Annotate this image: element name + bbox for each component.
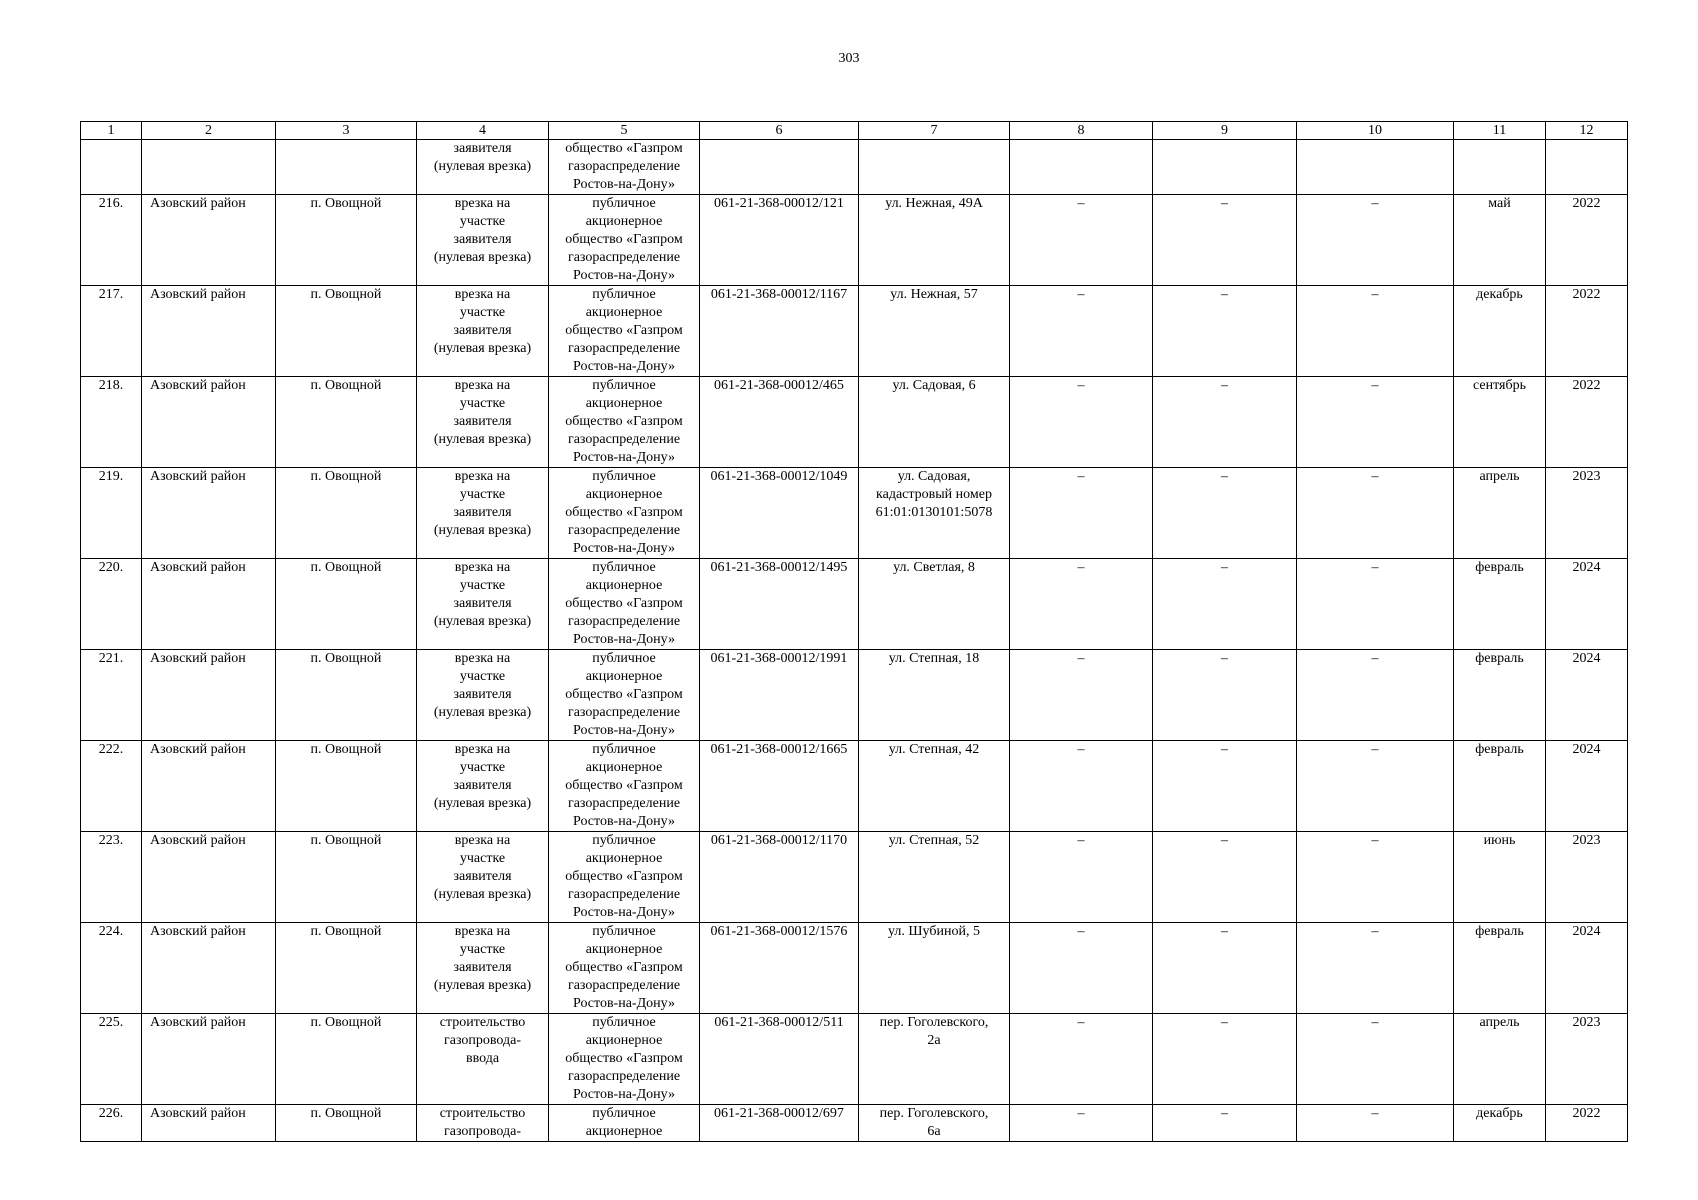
cell-organization: публичное акционерное общество «Газпром газораспределение Ростов-на-Дону»: [549, 1014, 700, 1105]
cell-col-10: –: [1297, 286, 1454, 377]
cell-registration-number: 061-21-368-00012/1170: [700, 832, 859, 923]
column-header: 6: [700, 122, 859, 140]
cell-district: Азовский район: [142, 468, 276, 559]
cell-work-type: врезка на участке заявителя (нулевая врезка): [417, 286, 549, 377]
cell-month: февраль: [1454, 741, 1546, 832]
cell-year: 2022: [1546, 286, 1628, 377]
cell-row-number: 224.: [81, 923, 142, 1014]
cell-registration-number: 061-21-368-00012/1495: [700, 559, 859, 650]
column-number-header-row: [81, 122, 1628, 140]
column-header: 4: [417, 122, 549, 140]
cell-row-number: 216.: [81, 195, 142, 286]
cell-col-9: –: [1153, 468, 1297, 559]
cell-locality: п. Овощной: [276, 650, 417, 741]
cell-organization: публичное акционерное общество «Газпром газораспределение Ростов-на-Дону»: [549, 650, 700, 741]
cell-locality: п. Овощной: [276, 286, 417, 377]
cell-address: пер. Гоголевского, 2а: [859, 1014, 1010, 1105]
table-row: [81, 1105, 1628, 1142]
cell-col-9: –: [1153, 1105, 1297, 1142]
cell-year: 2023: [1546, 832, 1628, 923]
cell-month: февраль: [1454, 559, 1546, 650]
cell-row-number: 219.: [81, 468, 142, 559]
cell-work-type: врезка на участке заявителя (нулевая врезка): [417, 195, 549, 286]
cell-year: 2022: [1546, 195, 1628, 286]
cell-address: [859, 140, 1010, 195]
cell-organization: публичное акционерное общество «Газпром газораспределение Ростов-на-Дону»: [549, 286, 700, 377]
table-row: [81, 741, 1628, 832]
cell-row-number: [81, 140, 142, 195]
column-header: 12: [1546, 122, 1628, 140]
cell-col-9: –: [1153, 377, 1297, 468]
cell-row-number: 225.: [81, 1014, 142, 1105]
cell-address: ул. Садовая, кадастровый номер 61:01:0130101:5078: [859, 468, 1010, 559]
column-header: 11: [1454, 122, 1546, 140]
cell-locality: п. Овощной: [276, 468, 417, 559]
cell-col-9: –: [1153, 741, 1297, 832]
cell-col-8: –: [1010, 1105, 1153, 1142]
cell-col-10: –: [1297, 468, 1454, 559]
cell-col-10: –: [1297, 1105, 1454, 1142]
cell-registration-number: 061-21-368-00012/1167: [700, 286, 859, 377]
cell-col-8: [1010, 140, 1153, 195]
cell-col-9: –: [1153, 923, 1297, 1014]
cell-col-10: –: [1297, 377, 1454, 468]
cell-work-type: строительство газопровода- ввода: [417, 1014, 549, 1105]
cell-col-8: –: [1010, 468, 1153, 559]
cell-organization: публичное акционерное: [549, 1105, 700, 1142]
table-row: [81, 377, 1628, 468]
cell-col-9: –: [1153, 559, 1297, 650]
cell-registration-number: 061-21-368-00012/1049: [700, 468, 859, 559]
cell-col-10: –: [1297, 832, 1454, 923]
continuation-row: [81, 140, 1628, 195]
cell-registration-number: 061-21-368-00012/1576: [700, 923, 859, 1014]
cell-col-8: –: [1010, 559, 1153, 650]
cell-row-number: 220.: [81, 559, 142, 650]
cell-district: Азовский район: [142, 377, 276, 468]
cell-col-10: –: [1297, 1014, 1454, 1105]
cell-col-10: –: [1297, 559, 1454, 650]
table-row: [81, 832, 1628, 923]
cell-registration-number: 061-21-368-00012/1665: [700, 741, 859, 832]
cell-year: 2024: [1546, 741, 1628, 832]
cell-month: июнь: [1454, 832, 1546, 923]
table-row: [81, 559, 1628, 650]
cell-month: [1454, 140, 1546, 195]
cell-locality: п. Овощной: [276, 559, 417, 650]
cell-address: пер. Гоголевского, 6а: [859, 1105, 1010, 1142]
cell-work-type: врезка на участке заявителя (нулевая врезка): [417, 923, 549, 1014]
cell-district: Азовский район: [142, 559, 276, 650]
cell-work-type: врезка на участке заявителя (нулевая врезка): [417, 559, 549, 650]
cell-district: Азовский район: [142, 923, 276, 1014]
cell-month: апрель: [1454, 468, 1546, 559]
cell-month: февраль: [1454, 923, 1546, 1014]
cell-locality: п. Овощной: [276, 195, 417, 286]
column-header: 8: [1010, 122, 1153, 140]
cell-address: ул. Шубиной, 5: [859, 923, 1010, 1014]
registry-table-body: [81, 140, 1628, 1142]
cell-year: 2023: [1546, 468, 1628, 559]
column-header: 1: [81, 122, 142, 140]
cell-organization: публичное акционерное общество «Газпром газораспределение Ростов-на-Дону»: [549, 377, 700, 468]
page-number: 303: [838, 51, 860, 66]
cell-col-8: –: [1010, 195, 1153, 286]
cell-district: Азовский район: [142, 832, 276, 923]
cell-col-10: –: [1297, 741, 1454, 832]
cell-year: 2024: [1546, 559, 1628, 650]
cell-district: Азовский район: [142, 1105, 276, 1142]
cell-work-type: строительство газопровода-: [417, 1105, 549, 1142]
cell-year: 2022: [1546, 1105, 1628, 1142]
cell-organization: публичное акционерное общество «Газпром газораспределение Ростов-на-Дону»: [549, 195, 700, 286]
cell-locality: п. Овощной: [276, 741, 417, 832]
cell-locality: п. Овощной: [276, 1105, 417, 1142]
cell-locality: [276, 140, 417, 195]
cell-month: февраль: [1454, 650, 1546, 741]
cell-row-number: 222.: [81, 741, 142, 832]
cell-col-10: –: [1297, 923, 1454, 1014]
cell-col-10: –: [1297, 195, 1454, 286]
cell-month: декабрь: [1454, 1105, 1546, 1142]
table-row: [81, 468, 1628, 559]
table-row: [81, 195, 1628, 286]
cell-registration-number: 061-21-368-00012/511: [700, 1014, 859, 1105]
cell-month: май: [1454, 195, 1546, 286]
cell-work-type: врезка на участке заявителя (нулевая врезка): [417, 832, 549, 923]
cell-col-8: –: [1010, 741, 1153, 832]
cell-row-number: 226.: [81, 1105, 142, 1142]
cell-col-8: –: [1010, 377, 1153, 468]
cell-col-8: –: [1010, 286, 1153, 377]
cell-registration-number: 061-21-368-00012/121: [700, 195, 859, 286]
cell-registration-number: 061-21-368-00012/1991: [700, 650, 859, 741]
cell-col-8: –: [1010, 923, 1153, 1014]
cell-organization: публичное акционерное общество «Газпром газораспределение Ростов-на-Дону»: [549, 559, 700, 650]
registry-table: [80, 121, 1628, 1142]
cell-address: ул. Степная, 52: [859, 832, 1010, 923]
cell-district: Азовский район: [142, 286, 276, 377]
column-header: 9: [1153, 122, 1297, 140]
cell-registration-number: [700, 140, 859, 195]
cell-locality: п. Овощной: [276, 832, 417, 923]
cell-registration-number: 061-21-368-00012/697: [700, 1105, 859, 1142]
cell-month: декабрь: [1454, 286, 1546, 377]
cell-year: 2024: [1546, 650, 1628, 741]
cell-col-8: –: [1010, 832, 1153, 923]
cell-col-9: –: [1153, 1014, 1297, 1105]
cell-locality: п. Овощной: [276, 377, 417, 468]
table-row: [81, 286, 1628, 377]
cell-district: [142, 140, 276, 195]
cell-district: Азовский район: [142, 741, 276, 832]
cell-address: ул. Степная, 18: [859, 650, 1010, 741]
cell-district: Азовский район: [142, 1014, 276, 1105]
cell-year: 2024: [1546, 923, 1628, 1014]
cell-organization: публичное акционерное общество «Газпром газораспределение Ростов-на-Дону»: [549, 741, 700, 832]
cell-work-type: врезка на участке заявителя (нулевая врезка): [417, 741, 549, 832]
cell-address: ул. Степная, 42: [859, 741, 1010, 832]
cell-col-8: –: [1010, 1014, 1153, 1105]
cell-organization: публичное акционерное общество «Газпром газораспределение Ростов-на-Дону»: [549, 923, 700, 1014]
cell-work-type: врезка на участке заявителя (нулевая врезка): [417, 468, 549, 559]
cell-year: [1546, 140, 1628, 195]
cell-col-9: –: [1153, 832, 1297, 923]
cell-organization: публичное акционерное общество «Газпром газораспределение Ростов-на-Дону»: [549, 468, 700, 559]
cell-month: сентябрь: [1454, 377, 1546, 468]
table-row: [81, 650, 1628, 741]
cell-year: 2023: [1546, 1014, 1628, 1105]
cell-work-type: заявителя (нулевая врезка): [417, 140, 549, 195]
column-header: 2: [142, 122, 276, 140]
cell-organization: публичное акционерное общество «Газпром газораспределение Ростов-на-Дону»: [549, 832, 700, 923]
cell-year: 2022: [1546, 377, 1628, 468]
cell-col-9: –: [1153, 195, 1297, 286]
cell-address: ул. Садовая, 6: [859, 377, 1010, 468]
cell-col-10: [1297, 140, 1454, 195]
column-header: 3: [276, 122, 417, 140]
cell-district: Азовский район: [142, 650, 276, 741]
cell-address: ул. Светлая, 8: [859, 559, 1010, 650]
table-row: [81, 923, 1628, 1014]
cell-month: апрель: [1454, 1014, 1546, 1105]
cell-col-8: –: [1010, 650, 1153, 741]
cell-organization: общество «Газпром газораспределение Ростов-на-Дону»: [549, 140, 700, 195]
column-header: 10: [1297, 122, 1454, 140]
cell-work-type: врезка на участке заявителя (нулевая врезка): [417, 377, 549, 468]
cell-locality: п. Овощной: [276, 923, 417, 1014]
cell-locality: п. Овощной: [276, 1014, 417, 1105]
column-header: 5: [549, 122, 700, 140]
cell-address: ул. Нежная, 57: [859, 286, 1010, 377]
cell-row-number: 223.: [81, 832, 142, 923]
cell-address: ул. Нежная, 49А: [859, 195, 1010, 286]
cell-registration-number: 061-21-368-00012/465: [700, 377, 859, 468]
cell-row-number: 218.: [81, 377, 142, 468]
cell-row-number: 221.: [81, 650, 142, 741]
cell-district: Азовский район: [142, 195, 276, 286]
cell-col-9: –: [1153, 650, 1297, 741]
cell-col-9: –: [1153, 286, 1297, 377]
cell-col-10: –: [1297, 650, 1454, 741]
table-row: [81, 1014, 1628, 1105]
cell-work-type: врезка на участке заявителя (нулевая врезка): [417, 650, 549, 741]
cell-col-9: [1153, 140, 1297, 195]
column-header: 7: [859, 122, 1010, 140]
cell-row-number: 217.: [81, 286, 142, 377]
